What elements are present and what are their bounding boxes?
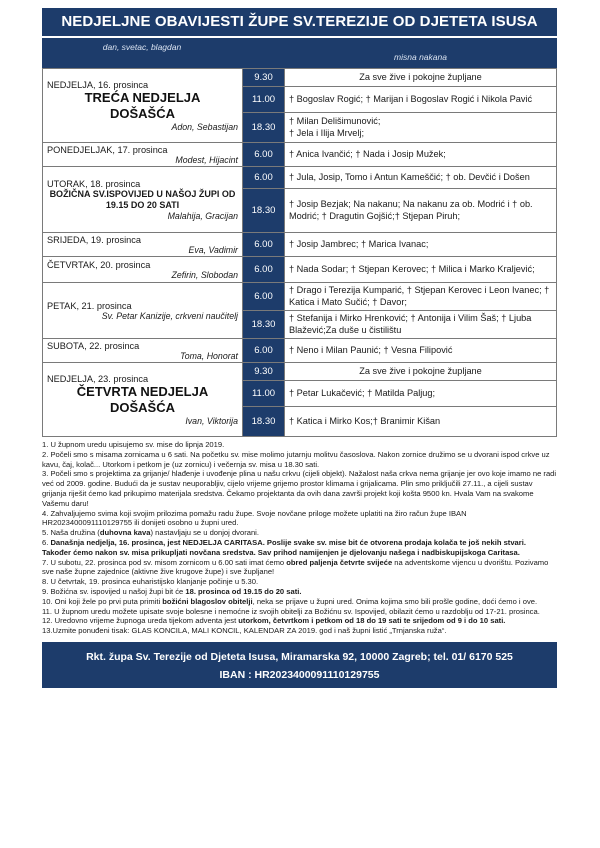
day-cell [43, 339, 243, 363]
mass-intention: † Petar Lukačević; † Matilda Paljug; [285, 381, 557, 407]
announcement-text: 12. Uredovno vrijeme župnoga ureda tijekom adventa jest [42, 616, 239, 626]
announcement-text: 1. U župnom uredu upisujemo sv. mise do lipnja 2019. [42, 440, 225, 449]
day-saints: Malahija, Gracijan [167, 210, 238, 221]
schedule-row [43, 69, 557, 87]
mass-intention: Za sve žive i pokojne župljane [285, 363, 557, 381]
day-date: PONEDJELJAK, 17. prosinca [47, 144, 168, 155]
mass-intention: † Josip Bezjak; Na nakanu; Na nakanu za ob. Modrić i † ob. Modrić; † Dragutin Gojšić;† Stjepan Piruh; [285, 189, 557, 233]
day-saints: Modest, Hijacint [175, 154, 238, 165]
schedule-row [43, 167, 557, 189]
announcement-item [42, 509, 557, 529]
announcement-text: 18. prosinca od 19.15 do 20 sati. [185, 586, 302, 596]
day-saints: Zefirin, Slobodan [171, 269, 238, 280]
day-cell [43, 69, 243, 143]
mass-intention: † Anica Ivančić; † Nada i Josip Mužek; [285, 143, 557, 167]
announcement-text: 10. Oni koji žele po prvi puta primiti [42, 596, 163, 606]
day-date: PETAK, 21. prosinca [47, 300, 132, 311]
day-cell [43, 257, 243, 283]
schedule-row [43, 143, 557, 167]
mass-intention: † Stefanija i Mirko Hrenković; † Antonija i Vilim Šaš; † Ljuba Blažević;Za duše u čistilištu [285, 311, 557, 339]
column-day-label: dan, svetac, blagdan [102, 42, 182, 52]
parish-address: Rkt. župa Sv. Terezije od Djeteta Isusa, Miramarska 92, 10000 Zagreb; tel. 01/ 6170 525 [86, 650, 513, 663]
day-saints: Eva, Vadimir [188, 244, 238, 255]
mass-time: 18.30 [243, 407, 285, 437]
page-title: NEDJELJNE OBAVIJESTI ŽUPE SV.TEREZIJE OD DJETETA ISUSA [42, 8, 557, 36]
announcement-item [42, 440, 557, 450]
schedule-row [43, 363, 557, 381]
schedule-row [43, 233, 557, 257]
announcement-item [42, 538, 557, 558]
day-saints: Toma, Honorat [180, 350, 238, 361]
mass-intention: † Drago i Terezija Kumparić, † Stjepan Kerovec i Leon Ivanec; † Katica i Mato Sučić; † Davor; [285, 283, 557, 311]
day-date: SUBOTA, 22. prosinca [47, 340, 140, 351]
announcement-item [42, 587, 557, 597]
day-date: ČETVRTAK, 20. prosinca [47, 259, 151, 270]
announcement-item [42, 616, 557, 626]
schedule-row [43, 283, 557, 311]
mass-intention: † Neno i Milan Paunić; † Vesna Filipović [285, 339, 557, 363]
sunday-title: TREĆA NEDJELJA [84, 89, 201, 105]
mass-intention: Za sve žive i pokojne župljane [285, 69, 557, 87]
mass-time: 6.00 [243, 339, 285, 363]
announcement-text: na adventskome vijencu u dvorištu. Pozivamo sve naše župne zajednice (aktivne žive krugove župe) i sve župljane! [42, 557, 549, 577]
mass-time: 11.00 [243, 381, 285, 407]
day-date: NEDJELJA, 23. prosinca [47, 373, 149, 384]
announcement-text: 8. U četvrtak, 19. prosinca euharistijsko klanjanje počinje u 5.30. [42, 577, 259, 587]
announcement-item [42, 558, 557, 578]
announcement-item [42, 597, 557, 607]
announcement-text: 3. Počeli smo s projektima za grijanje/ hlađenje i uvođenje plina u našu crkvu (cijeli objekt). Nažalost naša crkva nema grijanje jer ovo koje imamo ne radi već od 2009. godine. Budući da je sustav neuporabljiv, cijelo vrijeme grijemo prostor klimama i grijalicama. Plin smo priključili 27.11., a cijeli sustav grijanja riješit ćemo kad prikupimo materijala sredstva. Čekamo projektanta da ovih dana završi projekt koji košta 9500 kn. Hvala Vam na svakome Vašemu daru! [42, 469, 557, 508]
announcements [42, 440, 557, 636]
column-intention-label: misna nakana [394, 52, 447, 62]
announcement-item [42, 577, 557, 587]
day-cell [43, 363, 243, 437]
announcement-text: Današnja nedjelja, 16. prosinca, jest NEDJELJA CARITASA. Poslije svake sv. mise bit će otvorena prodaja kolača te još nekih stvari. Također ćemo nakon sv. misa prikupljati novčana sredstva. Sav prihod namijenjen je djelovanju našega i nadbiskupijskoga Caritasa. [42, 537, 526, 557]
announcement-text: 2. Počeli smo s misama zornicama u 6 sati. Na početku sv. mise molimo jutarnju molitvu časoslova. Nakon zornice družimo se u dvorani ispod crkve uz kavu, čaj, kolač... Utorkom i petkom je (uz zornicu) i večernja sv. misa u 18.30 sati. [42, 449, 550, 469]
mass-time: 6.00 [243, 143, 285, 167]
day-cell [43, 233, 243, 257]
mass-schedule-table [42, 68, 557, 437]
mass-time: 6.00 [243, 167, 285, 189]
mass-time: 18.30 [243, 189, 285, 233]
day-saints: Sv. Petar Kanizije, crkveni naučitelj [101, 310, 238, 321]
mass-intention: † Jula, Josip, Tomo i Antun Kameščić; † ob. Devčić i Došen [285, 167, 557, 189]
announcement-item [42, 607, 557, 617]
announcement-text: 6. [42, 537, 51, 547]
mass-time: 18.30 [243, 113, 285, 143]
parish-iban: IBAN : HR2023400091110129755 [219, 668, 380, 681]
mass-intention: † Milan Delišimunović; † Jela i Ilija Mrvelj; [285, 113, 557, 143]
announcement-text: ) nastavljaju se u donjoj dvorani. [150, 528, 259, 538]
mass-time: 11.00 [243, 87, 285, 113]
mass-intention: † Katica i Mirko Kos;† Branimir Kišan [285, 407, 557, 437]
day-cell [43, 167, 243, 233]
mass-intention: † Josip Jambrec; † Marica Ivanac; [285, 233, 557, 257]
day-saints: Adon, Sebastijan [171, 121, 238, 132]
mass-time: 6.00 [243, 233, 285, 257]
footer [42, 642, 557, 688]
mass-time: 6.00 [243, 283, 285, 311]
mass-intention: † Nada Sodar; † Stjepan Kerovec; † Milica i Marko Kraljević; [285, 257, 557, 283]
bulletin-page [42, 8, 557, 688]
announcement-item [42, 450, 557, 470]
schedule-row [43, 257, 557, 283]
announcement-text: 11. U župnom uredu možete upisate svoje bolesne i nemoćne iz svojih obitelji za Božićnu sv. Ispovijed, obilazit ćemo u razdoblju od 17-21. prosinca. [42, 606, 540, 616]
day-date: UTORAK, 18. prosinca [47, 178, 141, 189]
announcement-text: 7. U subotu, 22. prosinca pod sv. misom zornicom u 6.00 sati imat ćemo [42, 557, 287, 567]
announcement-text: 5. Naša družina ( [42, 528, 100, 538]
mass-time: 6.00 [243, 257, 285, 283]
announcement-text: 9. Božićna sv. ispovijed u našoj župi bit će [42, 586, 186, 596]
sunday-title: ČETVRTA NEDJELJA [76, 383, 209, 399]
announcement-text: duhovna kava [99, 528, 151, 538]
column-header [42, 38, 557, 68]
mass-time: 9.30 [243, 69, 285, 87]
day-cell [43, 283, 243, 339]
day-saints: Ivan, Viktorija [185, 415, 238, 426]
announcement-text: božićni blagoslov obitelji [162, 596, 253, 606]
announcement-text: utorkom, četvrtkom i petkom od 18 do 19 sati te srijedom od 9 i do 10 sati. [238, 616, 506, 626]
schedule-row [43, 339, 557, 363]
mass-intention: † Bogoslav Rogić; † Marijan i Bogoslav Rogić i Nikola Pavić [285, 87, 557, 113]
sunday-title: DOŠAŠĆA [109, 399, 175, 415]
announcement-text: , neka se prijave u župni ured. Onima kojima smo bili prošle godine, doći ćemo i ove. [252, 596, 538, 606]
announcement-item [42, 469, 557, 508]
sunday-title: DOŠAŠĆA [109, 105, 175, 121]
announcement-item [42, 528, 557, 538]
confession-notice: BOŽIČNA SV.ISPOVIJED U NAŠOJ ŽUPI OD 19.15 DO 20 SATI [49, 188, 236, 210]
day-date: NEDJELJA, 16. prosinca [47, 79, 149, 90]
announcement-text: obred paljenja četvrte svijeće [286, 557, 393, 567]
day-date: SRIJEDA, 19. prosinca [47, 234, 141, 245]
announcement-text: 13.Uzmite ponuđeni tisak: GLAS KONCILA, MALI KONCIL, KALENDAR ZA 2019. god i naš župni listić „Trnjanska ruža“. [42, 626, 447, 636]
mass-time: 9.30 [243, 363, 285, 381]
day-cell [43, 143, 243, 167]
announcement-item [42, 626, 557, 636]
announcement-text: 4. Zahvaljujemo svima koji svojim prilozima pomažu radu župe. Svoje novčane priloge možete uplatiti na žiro račun župe IBAN HR2023400091110129755 ili donijeti osobno u župni ured. [42, 508, 467, 528]
mass-time: 18.30 [243, 311, 285, 339]
